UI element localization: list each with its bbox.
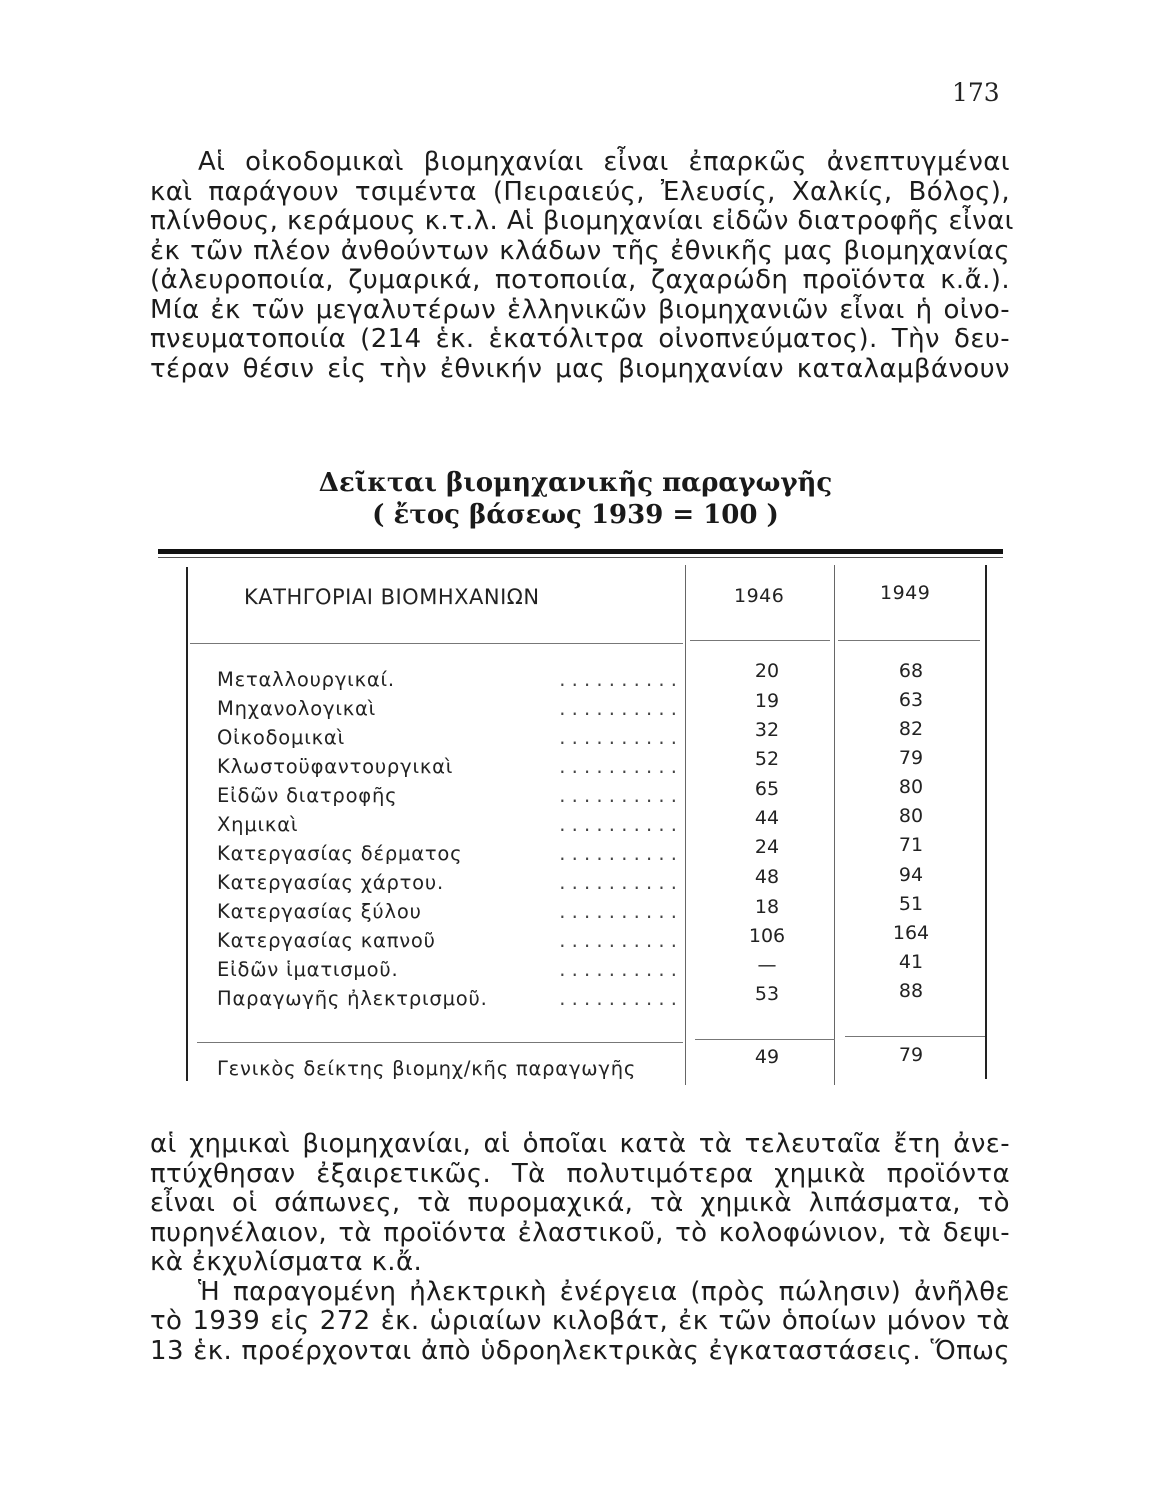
text-line: κὰ ἐκχυλίσματα κ.ἄ. (150, 1247, 423, 1277)
value-1949: 80 (898, 805, 924, 827)
value-1946: 52 (754, 748, 780, 770)
value-1946: 32 (754, 719, 780, 741)
row-category: Κατεργασίας ξύλου (217, 900, 422, 923)
header-rule (838, 640, 980, 641)
value-1946: 18 (754, 896, 780, 918)
text-line: εἶναι οἱ σάπωνες, τὰ πυρομαχικά, τὰ χημικὰ λιπάσματα, τὸ (150, 1188, 1010, 1218)
value-1946: 19 (754, 690, 780, 712)
text-line: πτύχθησαν ἐξαιρετικῶς. Τὰ πολυτιμότερα χημικὰ προϊόντα (150, 1158, 1010, 1189)
row-category: Μεταλλουργικαί. (217, 668, 395, 691)
row-category: Κατεργασίας χάρτου. (217, 871, 444, 894)
value-1949: 68 (898, 660, 924, 682)
text-line: τέραν θέσιν εἰς τὴν ἐθνικήν μας βιομηχανίαν καταλαμβάνουν (150, 353, 1010, 384)
value-1949: 88 (898, 980, 924, 1002)
value-1946: 20 (754, 660, 780, 682)
table-top-rule-thin (158, 557, 1003, 558)
header-rule (190, 643, 683, 644)
table-title: Δεῖκται βιομηχανικῆς παραγωγῆς (318, 468, 833, 498)
header-rule (690, 640, 830, 641)
text-line: τὸ 1939 εἰς 272 ἑκ. ὡριαίων κιλοβάτ, ἐκ τῶν ὁποίων μόνον τὰ (150, 1306, 1010, 1336)
row-category: Εἰδῶν διατροφῆς (217, 784, 398, 807)
dot-leader: . . . . . . . . . . (559, 697, 677, 720)
total-category: Γενικὸς δείκτης βιομηχ/κῆς παραγωγῆς (217, 1057, 637, 1080)
table-right-border (985, 565, 987, 1079)
value-1949: 164 (892, 922, 930, 944)
header-1949: 1949 (880, 582, 931, 604)
paragraph-after-table (150, 1130, 1010, 1366)
dot-leader: . . . . . . . . . . (559, 668, 677, 691)
value-1949: 82 (898, 718, 924, 740)
header-1946: 1946 (734, 585, 785, 607)
value-1949: 80 (898, 776, 924, 798)
dot-leader: . . . . . . . . . . (559, 987, 677, 1010)
text-line: πνευματοποιία (214 ἑκ. ἑκατόλιτρα οἰνοπνεύματος). Τὴν δευ- (150, 324, 1010, 354)
text-line: αἱ χημικαὶ βιομηχανίαι, αἱ ὁποῖαι κατὰ τὰ τελευταῖα ἔτη ἀνε- (150, 1129, 1010, 1159)
dot-leader: . . . . . . . . . . (559, 929, 677, 952)
column-divider-1 (685, 565, 686, 1085)
text-line: πυρηνέλαιον, τὰ προϊόντα ἐλαστικοῦ, τὸ κολοφώνιον, τὰ δεψι- (150, 1217, 1010, 1248)
text-line: ἐκ τῶν πλέον ἀνθούντων κλάδων τῆς ἐθνικῆς μας βιομηχανίας (150, 235, 1010, 266)
value-1946: 48 (754, 866, 780, 888)
page-number: 173 (952, 78, 1000, 107)
total-1946: 49 (754, 1046, 780, 1068)
value-1946: 24 (754, 836, 780, 858)
row-category: Κατεργασίας καπνοῦ (217, 929, 436, 952)
value-1949: 63 (898, 689, 924, 711)
value-1949: 94 (898, 864, 924, 886)
table-top-rule (158, 549, 1003, 554)
row-category: Οἰκοδομικαὶ (217, 726, 345, 749)
table-subtitle: ( ἔτος βάσεως 1939 = 100 ) (372, 500, 779, 530)
value-1946: 44 (754, 807, 780, 829)
header-category: ΚΑΤΗΓΟΡΙΑΙ ΒΙΟΜΗΧΑΝΙΩΝ (244, 585, 540, 609)
text-line: Ἡ παραγομένη ἠλεκτρικὴ ἐνέργεια (πρὸς πώλησιν) ἀνῆλθε (198, 1276, 1010, 1307)
total-rule (197, 1042, 683, 1043)
row-category: Χημικαὶ (217, 813, 299, 836)
total-rule (695, 1039, 835, 1040)
row-category: Εἰδῶν ἱματισμοῦ. (217, 958, 399, 981)
dot-leader: . . . . . . . . . . (559, 784, 677, 807)
value-1946: — (757, 954, 777, 976)
dot-leader: . . . . . . . . . . (559, 842, 677, 865)
value-1949: 41 (898, 951, 924, 973)
table-left-border (186, 567, 188, 1081)
text-line: 13 ἑκ. προέρχονται ἀπὸ ὑδροηλεκτρικὰς ἐγκαταστάσεις. Ὅπως (150, 1335, 1010, 1366)
value-1946: 53 (754, 983, 780, 1005)
dot-leader: . . . . . . . . . . (559, 813, 677, 836)
row-category: Κατεργασίας δέρματος (217, 842, 463, 865)
column-divider-2 (834, 565, 835, 1085)
text-line: Μία ἐκ τῶν μεγαλυτέρων ἑλληνικῶν βιομηχανιῶν εἶναι ἡ οἰνο- (150, 294, 1010, 325)
text-line: καὶ παράγουν τσιμέντα (Πειραιεύς, Ἐλευσίς, Χαλκίς, Βόλος), (150, 176, 1010, 207)
row-category: Παραγωγῆς ἠλεκτρισμοῦ. (217, 987, 488, 1010)
row-category: Κλωστοϋφαντουργικαὶ (217, 755, 454, 778)
total-1949: 79 (898, 1044, 924, 1066)
dot-leader: . . . . . . . . . . (559, 900, 677, 923)
dot-leader: . . . . . . . . . . (559, 755, 677, 778)
value-1949: 71 (898, 834, 924, 856)
text-line: Αἱ οἰκοδομικαὶ βιομηχανίαι εἶναι ἐπαρκῶς ἀνεπτυγμέναι (198, 147, 1010, 177)
value-1946: 106 (748, 925, 786, 947)
paragraph-before-table (150, 147, 1014, 384)
text-line: (ἀλευροποιία, ζυμαρικά, ποτοποιία, ζαχαρώδη προϊόντα κ.ἄ.). (150, 265, 1010, 295)
value-1949: 79 (898, 747, 924, 769)
row-category: Μηχανολογικαὶ (217, 697, 377, 720)
total-rule (845, 1036, 985, 1037)
value-1946: 65 (754, 778, 780, 800)
dot-leader: . . . . . . . . . . (559, 871, 677, 894)
dot-leader: . . . . . . . . . . (559, 726, 677, 749)
dot-leader: . . . . . . . . . . (559, 958, 677, 981)
value-1949: 51 (898, 893, 924, 915)
text-line: πλίνθους, κεράμους κ.τ.λ. Αἱ βιομηχανίαι εἰδῶν διατροφῆς εἶναι (150, 206, 1014, 236)
